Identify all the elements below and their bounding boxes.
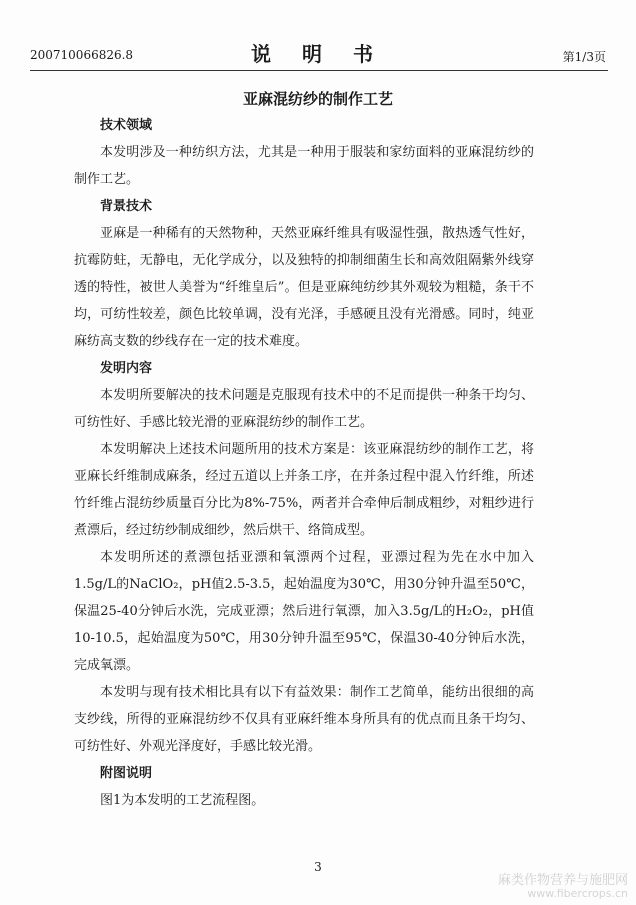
paragraph: 图1为本发明的工艺流程图。 (100, 793, 265, 808)
document-title: 亚麻混纺纱的制作工艺 (242, 90, 393, 108)
watermark-url: www.fibercrops.cn (527, 887, 628, 900)
section-heading-field: 技术领域 (100, 118, 153, 133)
paragraph: 本发明与现有技术相比具有以下有益效果：制作工艺简单，能纺出很细的高支纱线，所得的亚麻混纺纱不仅具有亚麻纤维本身所具有的优点而且条干均匀、可纺性好、外观光泽度好，手感比较光滑。 (74, 685, 534, 754)
section-heading-content: 发明内容 (100, 361, 153, 376)
watermark-site-name: 麻类作物营养与施肥网 (497, 873, 628, 888)
document-body (74, 112, 534, 814)
application-number: 200710066826.8 (30, 48, 134, 62)
paragraph: 本发明涉及一种纺织方法，尤其是一种用于服装和家纺面料的亚麻混纺纱的制作工艺。 (74, 145, 534, 187)
header-divider (30, 70, 608, 71)
section-heading-figures: 附图说明 (100, 766, 153, 781)
paragraph: 本发明所要解决的技术问题是克服现有技术中的不足而提供一种条干均匀、可纺性好、手感比较光滑的亚麻混纺纱的制作工艺。 (74, 388, 534, 430)
page-info: 第1/3页 (562, 50, 606, 64)
page-number: 3 (314, 860, 322, 874)
document-type: 说 明 书 (251, 42, 385, 66)
paragraph: 亚麻是一种稀有的天然物种，天然亚麻纤维具有吸湿性强，散热透气性好，抗霉防蛀，无静电，无化学成分，以及独特的抑制细菌生长和高效阻隔紫外线穿透的特性，被世人美誉为“纤维皇后”。但是亚麻纯纺纱其外观较为粗糙，条干不均，可纺性较差，颜色比较单调，没有光泽，手感硬且没有光滑感。同时，纯亚麻纺高支数的纱线存在一定的技术难度。 (74, 226, 534, 349)
section-heading-background: 背景技术 (100, 199, 153, 214)
paragraph: 本发明解决上述技术问题所用的技术方案是：该亚麻混纺纱的制作工艺，将亚麻长纤维制成麻条，经过五道以上并条工序，在并条过程中混入竹纤维，所述竹纤维占混纺纱质量百分比为8%-75%，两者并合牵伸后制成粗纱，对粗纱进行煮漂后，经过纺纱制成细纱，然后烘干、络筒成型。 (74, 442, 534, 538)
paragraph: 本发明所述的煮漂包括亚漂和氧漂两个过程，亚漂过程为先在水中加入1.5g/L的NaClO₂，pH值2.5-3.5，起始温度为30℃，用30分钟升温至50℃，保温25-40分钟后水洗，完成亚漂；然后进行氧漂，加入3.5g/L的H₂O₂，pH值10-10.5，起始温度为50℃，用30分钟升温至95℃，保温30-40分钟后水洗，完成氧漂。 (74, 550, 534, 673)
